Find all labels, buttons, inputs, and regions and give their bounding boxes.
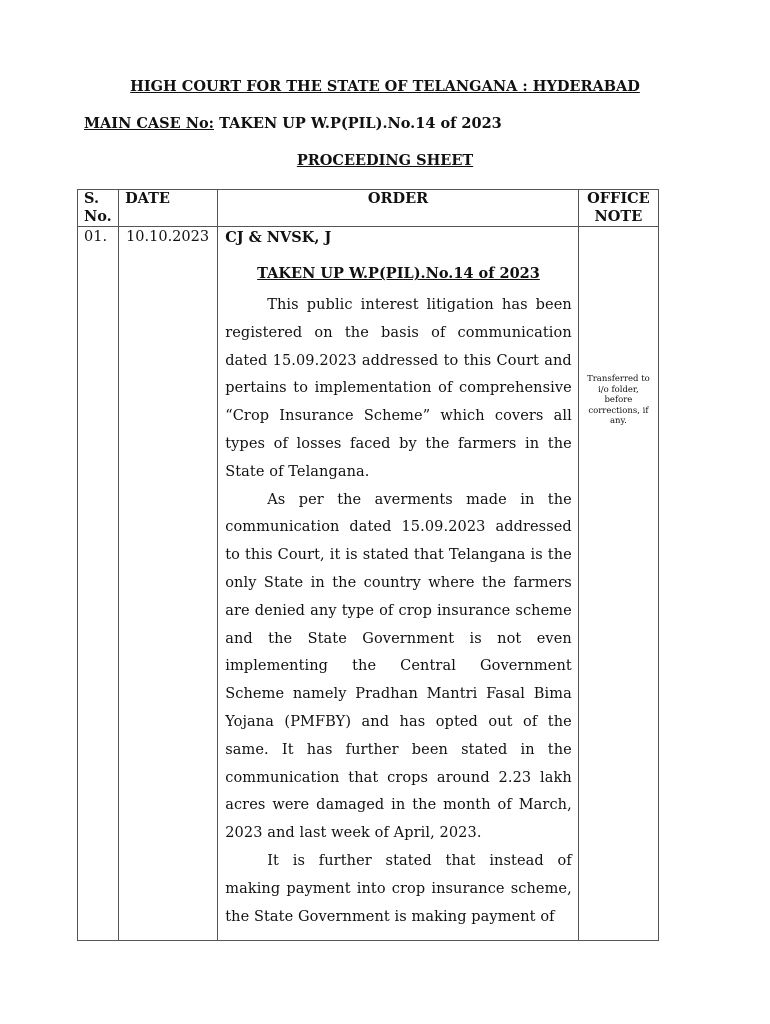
column-header-order: ORDER — [218, 190, 579, 227]
row-sno: 01. — [78, 227, 119, 941]
proceeding-table — [77, 189, 659, 941]
row-order — [218, 227, 579, 941]
order-title: TAKEN UP W.P(PIL).No.14 of 2023 — [257, 265, 540, 282]
row-date: 10.10.2023 — [119, 227, 218, 941]
column-header-sno — [78, 190, 119, 227]
main-case-label: MAIN CASE No: — [84, 115, 215, 132]
sno-header-line1: S. — [84, 190, 100, 207]
sno-header-line2: No. — [84, 208, 112, 225]
bench-label: CJ & NVSK, J — [225, 229, 332, 246]
row-office-note — [578, 227, 658, 941]
main-case-line — [84, 115, 502, 132]
column-header-date: DATE — [119, 190, 218, 227]
note-header-line1: OFFICE — [587, 190, 650, 207]
table-header-row — [78, 190, 659, 227]
order-paragraph-1: This public interest litigation has been registered on the basis of communication dated 15.09.2023 addressed to this Court and pertains to implementation of comprehensive “Crop Insurance Scheme” which covers all types of losses faced by the farmers in the State of Telangana. — [225, 297, 572, 480]
main-case-value: TAKEN UP W.P(PIL).No.14 of 2023 — [214, 115, 502, 132]
order-paragraph-3: It is further stated that instead of making payment into crop insurance scheme, the State Government is making payment of — [225, 852, 572, 925]
table-row — [78, 227, 659, 941]
column-header-office-note — [578, 190, 658, 227]
note-header-line2: NOTE — [594, 208, 643, 225]
court-title: HIGH COURT FOR THE STATE OF TELANGANA : HYDERABAD — [130, 78, 640, 95]
proceeding-sheet-title: PROCEEDING SHEET — [296, 152, 474, 169]
order-paragraph-2: As per the averments made in the communication dated 15.09.2023 addressed to this Court, it is stated that Telangana is the only State in the country where the farmers are denied any type of crop insurance scheme and the State Government is not even implementing the Central Government Scheme namely Pradhan Mantri Fasal Bima Yojana (PMFBY) and has opted out of the same. It has further been stated in the communication that crops around 2.23 lakh acres were damaged in the month of March, 2023 and last week of April, 2023. — [225, 491, 572, 842]
office-note-text: Transferred to i/o folder, before corrections, if any. — [587, 374, 650, 426]
